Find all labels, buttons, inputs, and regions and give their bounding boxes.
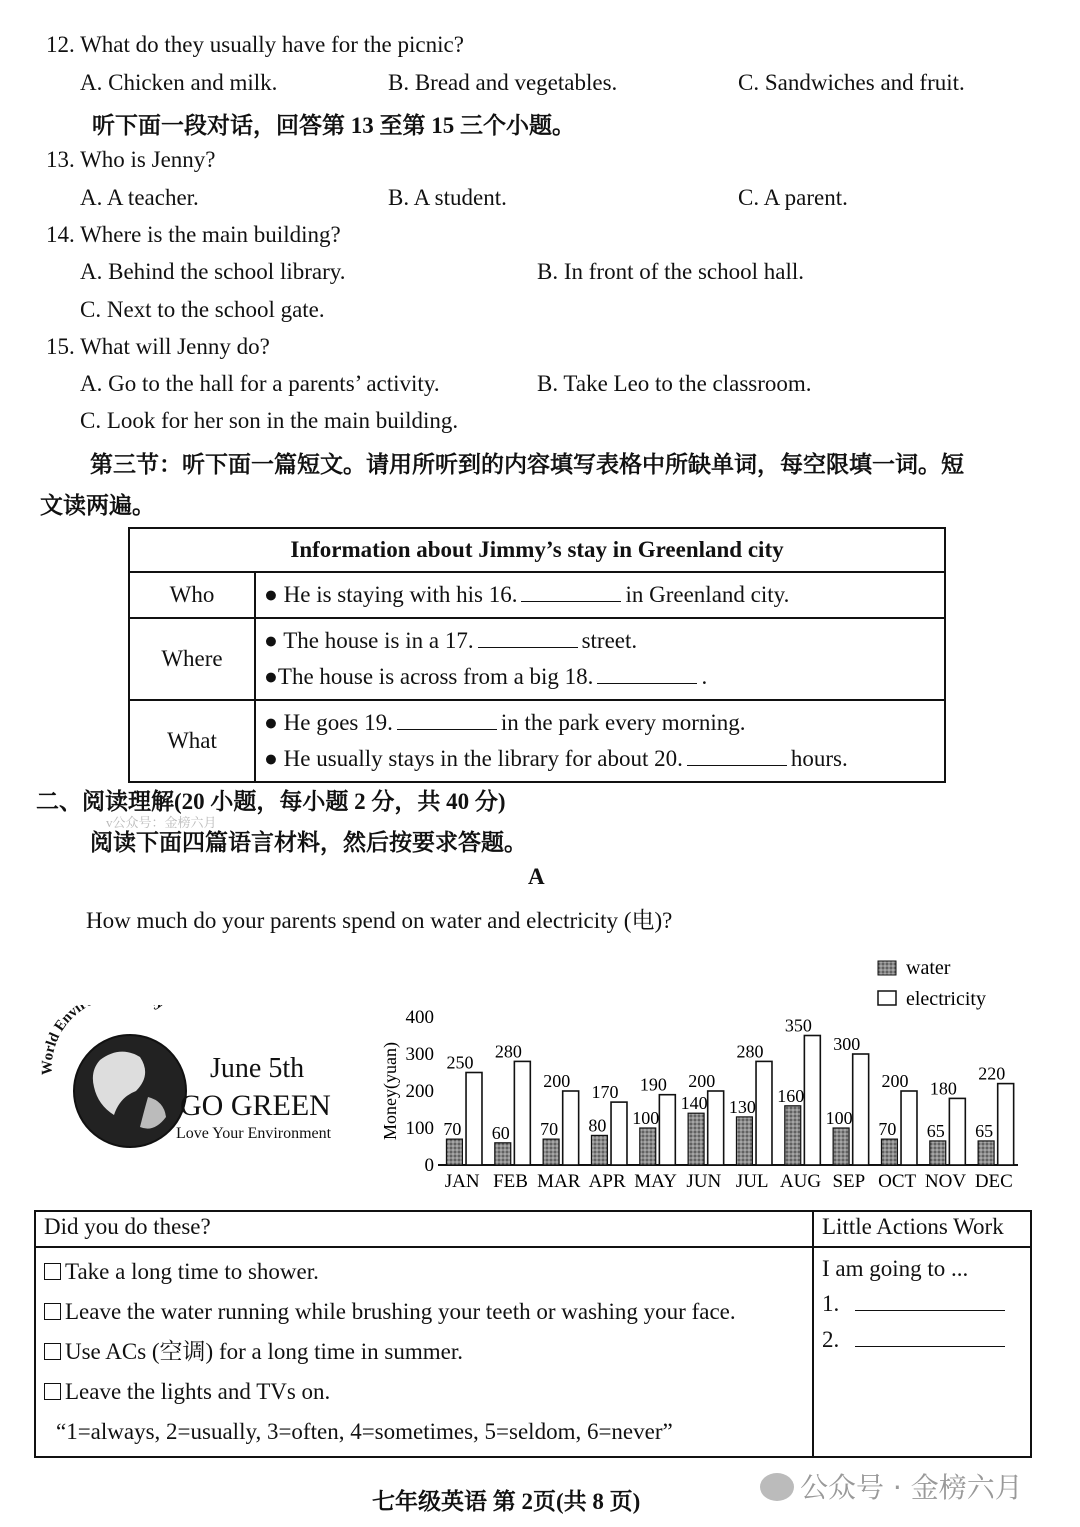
q15-option-c: C. Look for her son in the main building. xyxy=(80,408,459,433)
y-tick-label: 200 xyxy=(405,1081,434,1102)
water-bar xyxy=(495,1143,511,1165)
page-footer: 七年级英语 第 2页(共 8 页) xyxy=(372,1489,641,1514)
where1-text-post: street. xyxy=(581,628,638,653)
checkbox-icon[interactable] xyxy=(44,1303,61,1320)
electricity-bar xyxy=(659,1095,675,1165)
water-value-label: 100 xyxy=(825,1108,853,1128)
what2-text-post: hours. xyxy=(790,746,848,771)
x-tick-label: MAR xyxy=(537,1171,581,1192)
row-what-2 xyxy=(264,741,936,777)
water-value-label: 60 xyxy=(491,1122,510,1143)
world-environment-day-logo xyxy=(40,1005,350,1155)
checkbox-icon[interactable] xyxy=(44,1343,61,1360)
water-bar xyxy=(591,1135,607,1165)
x-tick-label: NOV xyxy=(924,1171,967,1192)
y-tick-label: 0 xyxy=(424,1155,434,1176)
electricity-value-label: 180 xyxy=(929,1078,957,1099)
q12-option-a: A. Chicken and milk. xyxy=(80,70,278,95)
q15-stem: 15. What will Jenny do? xyxy=(46,334,270,359)
blank-19[interactable] xyxy=(397,711,497,730)
electricity-bar xyxy=(949,1098,965,1165)
water-bar xyxy=(930,1141,946,1165)
electricity-bar xyxy=(756,1061,772,1165)
q13-option-a: A. A teacher. xyxy=(80,185,199,210)
row-where-2 xyxy=(264,659,936,695)
watermark-small: v公众号：金榜六月 xyxy=(106,815,217,830)
wechat-icon xyxy=(760,1473,794,1501)
row-label-who: Who xyxy=(129,572,255,618)
q14-option-b: B. In front of the school hall. xyxy=(537,259,805,284)
q13-stem: 13. Who is Jenny? xyxy=(46,147,216,172)
x-tick-label: JUN xyxy=(686,1171,722,1192)
water-value-label: 80 xyxy=(588,1115,607,1136)
q12-option-b: B. Bread and vegetables. xyxy=(388,70,618,95)
water-bar xyxy=(881,1139,897,1165)
plan-blank-1[interactable] xyxy=(855,1290,1005,1311)
section3-instruction-line1: 第三节：听下面一篇短文。请用所听到的内容填写表格中所缺单词，每空限填一词。短 xyxy=(90,452,964,477)
water-value-label: 65 xyxy=(975,1120,994,1141)
electricity-value-label: 280 xyxy=(494,1041,522,1062)
electricity-bar xyxy=(563,1091,579,1165)
actions-right-header: Little Actions Work xyxy=(813,1211,1031,1247)
y-tick-label: 400 xyxy=(405,1007,434,1028)
plan-line-2: 2. xyxy=(822,1322,1022,1358)
q14-option-a: A. Behind the school library. xyxy=(80,259,346,284)
reading-heading: 二、阅读理解(20 小题，每小题 2 分，共 40 分) xyxy=(36,789,506,814)
electricity-bar xyxy=(611,1102,627,1165)
q13-option-b: B. A student. xyxy=(388,185,507,210)
q12-option-c: C. Sandwiches and fruit. xyxy=(738,70,965,95)
water-bar xyxy=(640,1128,656,1165)
x-tick-label: OCT xyxy=(878,1171,917,1192)
q14-option-c: C. Next to the school gate. xyxy=(80,297,325,322)
frequency-scale: “1=always, 2=usually, 3=often, 4=sometimes, 5=seldom, 6=never” xyxy=(56,1419,673,1444)
action-item[interactable]: Leave the water running while brushing your teeth or washing your face. xyxy=(44,1292,804,1332)
y-axis-label: Money(yuan) xyxy=(380,1042,400,1140)
blank-20[interactable] xyxy=(687,747,787,766)
x-tick-label: APR xyxy=(588,1171,626,1192)
blank-18[interactable] xyxy=(597,665,697,684)
row-label-where: Where xyxy=(129,618,255,700)
what1-text-pre: ● He goes 19. xyxy=(264,710,393,735)
x-tick-label: AUG xyxy=(779,1171,822,1192)
water-value-label: 65 xyxy=(926,1120,945,1141)
wechat-watermark: 公众号 · 金榜六月 xyxy=(760,1466,1023,1506)
water-value-label: 160 xyxy=(777,1085,805,1106)
water-bar xyxy=(446,1139,462,1165)
where2-text-post: . xyxy=(701,664,708,689)
q14-stem: 14. Where is the main building? xyxy=(46,222,341,247)
electricity-value-label: 200 xyxy=(688,1071,716,1091)
electricity-value-label: 280 xyxy=(736,1041,764,1062)
info-table-title: Information about Jimmy’s stay in Greenland city xyxy=(129,528,945,572)
q15-option-b: B. Take Leo to the classroom. xyxy=(537,371,812,396)
logo-date: June 5th xyxy=(210,1053,305,1084)
q12-stem: 12. What do they usually have for the picnic? xyxy=(46,32,464,57)
electricity-bar xyxy=(514,1061,530,1165)
water-value-label: 70 xyxy=(443,1119,462,1140)
y-tick-label: 100 xyxy=(405,1118,434,1139)
electricity-value-label: 200 xyxy=(543,1071,571,1091)
passage-letter: A xyxy=(528,864,545,889)
water-bar xyxy=(785,1106,801,1165)
actions-table xyxy=(34,1210,1032,1458)
water-value-label: 100 xyxy=(632,1108,660,1128)
legend-electricity-label: electricity xyxy=(906,988,986,1010)
q13-option-c: C. A parent. xyxy=(738,185,848,210)
checkbox-icon[interactable] xyxy=(44,1263,61,1280)
action-item[interactable]: Use ACs (空调) for a long time in summer. xyxy=(44,1332,804,1372)
actions-left-header: Did you do these? xyxy=(35,1211,813,1247)
reading-instruction: 阅读下面四篇语言材料，然后按要求答题。 xyxy=(90,830,527,855)
row-who xyxy=(264,577,936,613)
electricity-bar xyxy=(466,1073,482,1166)
what2-text-pre: ● He usually stays in the library for about 20. xyxy=(264,746,683,771)
logo-slogan: GO GREEN xyxy=(180,1089,331,1122)
electricity-value-label: 200 xyxy=(881,1071,909,1091)
who-text-post: in Greenland city. xyxy=(625,582,790,607)
water-bar xyxy=(543,1139,559,1165)
legend-water-label: water xyxy=(906,957,951,979)
electricity-value-label: 300 xyxy=(833,1034,861,1054)
where1-text-pre: ● The house is in a 17. xyxy=(264,628,474,653)
water-value-label: 70 xyxy=(878,1119,897,1140)
checkbox-icon[interactable] xyxy=(44,1383,61,1400)
x-tick-label: JUL xyxy=(735,1171,769,1192)
who-text-pre: ● He is staying with his 16. xyxy=(264,582,518,607)
plan-line-1: 1. xyxy=(822,1286,1022,1322)
water-bar xyxy=(978,1141,994,1165)
blank-17[interactable] xyxy=(478,629,578,648)
row-where-1 xyxy=(264,623,936,659)
electricity-bar xyxy=(708,1091,724,1165)
info-table xyxy=(128,527,946,783)
water-electricity-chart xyxy=(370,955,1030,1200)
x-tick-label: FEB xyxy=(493,1171,528,1192)
instruction-13-15: 听下面一段对话，回答第 13 至第 15 三个小题。 xyxy=(92,113,575,138)
water-bar xyxy=(688,1113,704,1165)
logo-tagline: Love Your Environment xyxy=(176,1125,332,1142)
x-tick-label: SEP xyxy=(832,1171,866,1192)
row-what-1 xyxy=(264,705,936,741)
electricity-value-label: 190 xyxy=(639,1074,667,1095)
electricity-value-label: 350 xyxy=(784,1015,812,1036)
x-tick-label: DEC xyxy=(974,1171,1013,1192)
blank-16[interactable] xyxy=(521,583,621,602)
electricity-value-label: 220 xyxy=(978,1063,1006,1084)
passage-question: How much do your parents spend on water and electricity (电)? xyxy=(86,908,673,933)
y-tick-label: 300 xyxy=(405,1044,434,1065)
section3-instruction-line2: 文读两遍。 xyxy=(40,493,155,518)
x-tick-label: MAY xyxy=(634,1171,677,1192)
electricity-bar xyxy=(804,1036,820,1166)
water-value-label: 140 xyxy=(680,1093,708,1114)
action-item[interactable]: Take a long time to shower. xyxy=(44,1252,804,1292)
electricity-value-label: 250 xyxy=(446,1052,474,1073)
water-bar xyxy=(736,1117,752,1165)
electricity-bar xyxy=(998,1084,1014,1165)
legend-water-swatch xyxy=(878,961,896,975)
water-value-label: 130 xyxy=(728,1096,756,1117)
legend-electricity-swatch xyxy=(878,991,896,1005)
where2-text-pre: ●The house is across from a big 18. xyxy=(264,664,594,689)
water-value-label: 70 xyxy=(540,1119,559,1140)
electricity-bar xyxy=(901,1091,917,1165)
logo-arc-text: World Envir xyxy=(40,1005,90,1076)
electricity-bar xyxy=(853,1054,869,1165)
row-label-what: What xyxy=(129,700,255,782)
electricity-value-label: 170 xyxy=(591,1082,619,1103)
what1-text-post: in the park every morning. xyxy=(500,710,746,735)
q15-option-a: A. Go to the hall for a parents’ activity. xyxy=(80,371,440,396)
plan-blank-2[interactable] xyxy=(855,1326,1005,1347)
water-bar xyxy=(833,1128,849,1165)
x-tick-label: JAN xyxy=(444,1171,480,1192)
action-item[interactable]: Leave the lights and TVs on. xyxy=(44,1372,804,1412)
plan-intro: I am going to ... xyxy=(822,1256,969,1281)
